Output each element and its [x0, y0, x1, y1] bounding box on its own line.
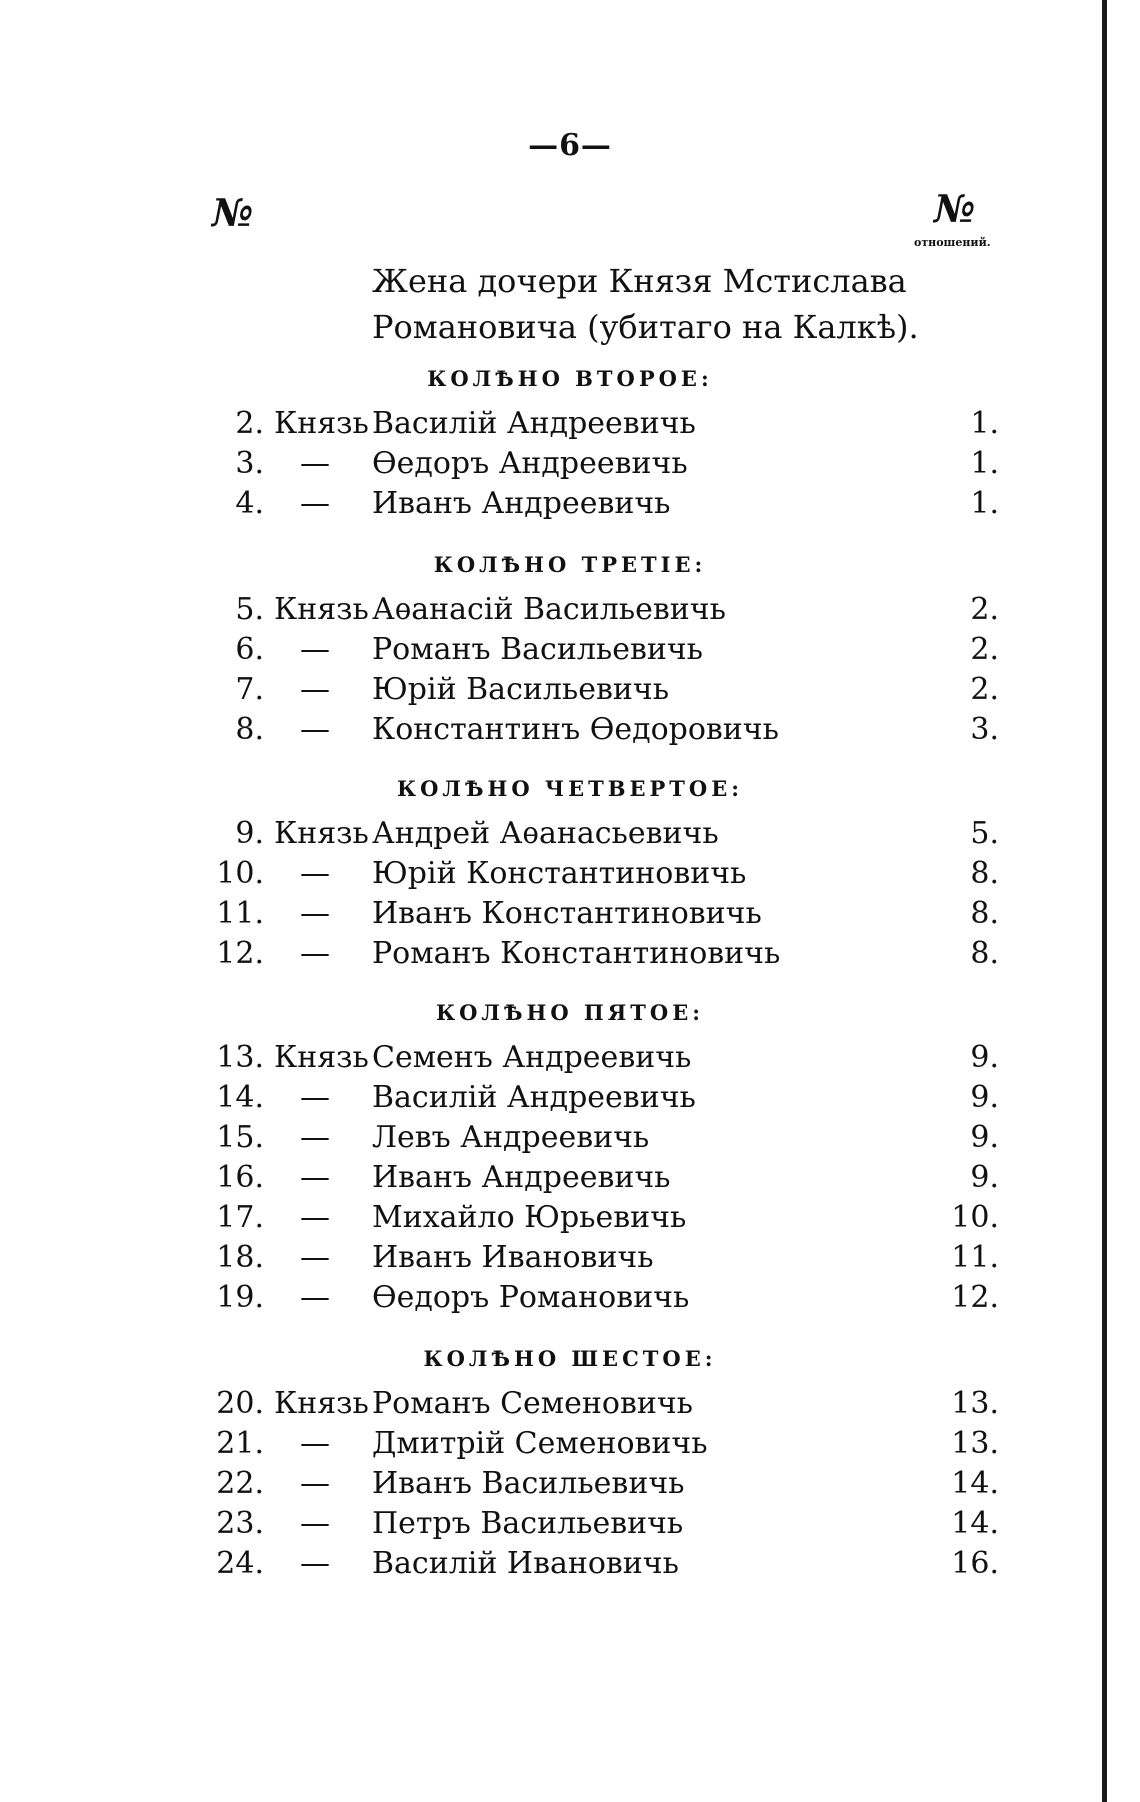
entry-ref: 13.	[951, 1386, 999, 1421]
entry-name: Романъ Семеновичь	[372, 1386, 693, 1421]
list-item	[204, 1078, 999, 1118]
entry-title: —	[300, 1080, 330, 1115]
entry-title: —	[300, 712, 330, 747]
entry-name: Аѳанасій Васильевичь	[372, 592, 726, 627]
entry-ref: 9.	[970, 1040, 999, 1075]
list-item	[204, 1424, 999, 1464]
entry-ref: 9.	[970, 1120, 999, 1155]
entry-title: Князь	[274, 592, 369, 627]
entry-ref: 2.	[970, 592, 999, 627]
entry-ref: 10.	[951, 1200, 999, 1235]
entry-title: Князь	[274, 406, 369, 441]
entry-ref: 5.	[970, 816, 999, 851]
list-item	[204, 1384, 999, 1424]
entry-index: 16.	[216, 1160, 264, 1195]
entry-index: 4.	[235, 486, 264, 521]
list-item	[204, 1038, 999, 1078]
entry-index: 8.	[235, 712, 264, 747]
list-item	[204, 1544, 999, 1584]
entry-title: —	[300, 1506, 330, 1541]
entry-title: —	[300, 1466, 330, 1501]
entry-title: —	[300, 1546, 330, 1581]
list-item	[204, 630, 999, 670]
entry-index: 5.	[235, 592, 264, 627]
entry-name: Василій Андреевичь	[372, 1080, 696, 1115]
list-item	[204, 1198, 999, 1238]
page-number: —6—	[528, 128, 612, 163]
entry-name: Семенъ Андреевичь	[372, 1040, 692, 1075]
list-item	[204, 1118, 999, 1158]
entry-ref: 8.	[970, 936, 999, 971]
entry-index: 6.	[235, 632, 264, 667]
entry-index: 21.	[216, 1426, 264, 1461]
list-item	[204, 404, 999, 444]
section-heading-second: КОЛѢНО ВТОРОЕ:	[427, 366, 713, 391]
entry-name: Юрій Васильевичь	[372, 672, 670, 707]
entry-name: Василій Андреевичь	[372, 406, 696, 441]
entry-ref: 1.	[970, 446, 999, 481]
entry-index: 3.	[235, 446, 264, 481]
column-label-number-left: №	[212, 190, 254, 235]
entry-name: Иванъ Ивановичь	[372, 1240, 654, 1275]
entry-ref: 12.	[951, 1280, 999, 1315]
entry-index: 24.	[216, 1546, 264, 1581]
entry-title: —	[300, 632, 330, 667]
entry-index: 23.	[216, 1506, 264, 1541]
entry-title: —	[300, 672, 330, 707]
list-item	[204, 670, 999, 710]
list-item	[204, 1238, 999, 1278]
section-heading-third: КОЛѢНО ТРЕТІЕ:	[433, 552, 707, 577]
entry-title: Князь	[274, 1386, 369, 1421]
column-label-number-right: №	[934, 186, 976, 231]
entry-title: —	[300, 1120, 330, 1155]
entry-index: 11.	[216, 896, 264, 931]
entry-ref: 2.	[970, 672, 999, 707]
entry-name: Юрій Константиновичь	[372, 856, 747, 891]
entry-name: Иванъ Константиновичь	[372, 896, 762, 931]
entry-title: —	[300, 1160, 330, 1195]
entry-index: 18.	[216, 1240, 264, 1275]
entry-ref: 9.	[970, 1080, 999, 1115]
entry-name: Петръ Васильевичь	[372, 1506, 684, 1541]
entry-name: Иванъ Васильевичь	[372, 1466, 685, 1501]
list-item	[204, 1464, 999, 1504]
entry-name: Михайло Юрьевичь	[372, 1200, 687, 1235]
intro-paragraph: Жена дочери Князя Мстислава Романовича (убитаго на Калкѣ).	[372, 262, 919, 346]
entry-ref: 9.	[970, 1160, 999, 1195]
entry-ref: 14.	[951, 1506, 999, 1541]
entry-title: Князь	[274, 1040, 369, 1075]
entry-name: Ѳедоръ Романовичь	[372, 1280, 690, 1315]
list-item	[204, 484, 999, 524]
column-label-relations: отношений.	[914, 236, 991, 249]
entry-ref: 8.	[970, 856, 999, 891]
entry-ref: 1.	[970, 406, 999, 441]
entry-index: 10.	[216, 856, 264, 891]
entry-title: —	[300, 1426, 330, 1461]
entry-name: Василій Ивановичь	[372, 1546, 679, 1581]
entry-index: 13.	[216, 1040, 264, 1075]
entry-ref: 2.	[970, 632, 999, 667]
entry-title: —	[300, 1200, 330, 1235]
list-item	[204, 854, 999, 894]
entry-index: 2.	[235, 406, 264, 441]
entry-index: 15.	[216, 1120, 264, 1155]
entry-title: —	[300, 936, 330, 971]
entry-ref: 13.	[951, 1426, 999, 1461]
entry-index: 14.	[216, 1080, 264, 1115]
entry-ref: 1.	[970, 486, 999, 521]
entry-title: —	[300, 446, 330, 481]
entry-ref: 16.	[951, 1546, 999, 1581]
entry-ref: 11.	[951, 1240, 999, 1275]
list-item	[204, 934, 999, 974]
entry-title: —	[300, 486, 330, 521]
entry-index: 12.	[216, 936, 264, 971]
entry-name: Ѳедоръ Андреевичь	[372, 446, 688, 481]
section-heading-fifth: КОЛѢНО ПЯТОЕ:	[436, 1000, 704, 1025]
list-item	[204, 710, 999, 750]
section-heading-fourth: КОЛѢНО ЧЕТВЕРТОЕ:	[397, 776, 743, 801]
list-item	[204, 1278, 999, 1318]
entry-name: Левъ Андреевичь	[372, 1120, 650, 1155]
entry-name: Константинъ Ѳедоровичь	[372, 712, 779, 747]
entry-name: Романъ Константиновичь	[372, 936, 781, 971]
entry-index: 7.	[235, 672, 264, 707]
page-edge-border	[1102, 0, 1107, 1802]
entry-title: —	[300, 1280, 330, 1315]
entry-ref: 14.	[951, 1466, 999, 1501]
list-item	[204, 814, 999, 854]
entry-name: Иванъ Андреевичь	[372, 486, 671, 521]
entry-title: Князь	[274, 816, 369, 851]
entry-index: 22.	[216, 1466, 264, 1501]
entry-title: —	[300, 856, 330, 891]
entry-name: Андрей Аѳанасьевичь	[372, 816, 719, 851]
entry-title: —	[300, 896, 330, 931]
list-item	[204, 444, 999, 484]
entry-name: Романъ Васильевичь	[372, 632, 704, 667]
entry-index: 20.	[216, 1386, 264, 1421]
list-item	[204, 590, 999, 630]
list-item	[204, 1504, 999, 1544]
entry-ref: 3.	[970, 712, 999, 747]
entry-title: —	[300, 1240, 330, 1275]
entry-index: 17.	[216, 1200, 264, 1235]
entry-index: 9.	[235, 816, 264, 851]
entry-ref: 8.	[970, 896, 999, 931]
list-item	[204, 1158, 999, 1198]
list-item	[204, 894, 999, 934]
entry-index: 19.	[216, 1280, 264, 1315]
section-heading-sixth: КОЛѢНО ШЕСТОЕ:	[423, 1346, 717, 1371]
entry-name: Дмитрій Семеновичь	[372, 1426, 708, 1461]
entry-name: Иванъ Андреевичь	[372, 1160, 671, 1195]
